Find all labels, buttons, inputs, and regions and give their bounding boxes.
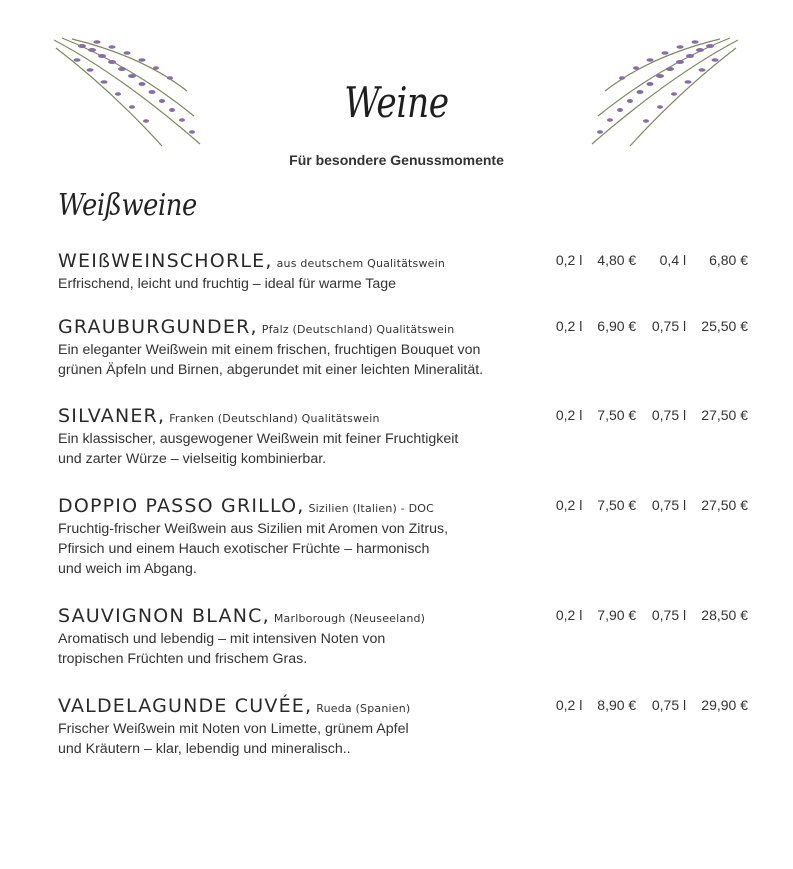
page-title: Weine xyxy=(344,78,449,127)
item-name: SAUVIGNON BLANC, xyxy=(58,605,270,627)
volume-1: 0,2 l xyxy=(555,497,583,513)
menu-item xyxy=(58,605,748,669)
item-prices xyxy=(546,318,748,334)
item-description: Aromatisch und lebendig – mit intensiven Noten von tropischen Früchten und frischem Gras. xyxy=(58,631,386,667)
item-prices xyxy=(546,697,748,713)
volume-2: 0,75 l xyxy=(651,407,687,423)
menu-item xyxy=(58,316,748,380)
item-name: VALDELAGUNDE CUVÉE, xyxy=(58,695,313,717)
item-name: SILVANER, xyxy=(58,405,166,427)
volume-2: 0,75 l xyxy=(651,607,687,623)
item-name: GRAUBURGUNDER, xyxy=(58,316,258,338)
item-description: Ein klassischer, ausgewogener Weißwein mit feiner Fruchtigkeit und zarter Würze – vielseitig kombinierbar. xyxy=(58,431,459,467)
item-prices xyxy=(546,607,748,623)
volume-2: 0,75 l xyxy=(651,497,687,513)
price-1: 7,50 € xyxy=(597,497,637,513)
item-name: DOPPIO PASSO GRILLO, xyxy=(58,495,305,517)
menu-item xyxy=(58,405,748,469)
price-2: 6,80 € xyxy=(709,252,748,268)
menu-item xyxy=(58,695,748,759)
section-title: Weißweine xyxy=(58,188,197,223)
volume-2: 0,4 l xyxy=(659,252,687,268)
price-2: 25,50 € xyxy=(701,318,748,334)
item-origin: Sizilien (Italien) - DOC xyxy=(308,502,435,515)
item-origin: aus deutschem Qualitätswein xyxy=(276,257,446,270)
price-1: 8,90 € xyxy=(597,697,637,713)
volume-2: 0,75 l xyxy=(651,318,687,334)
item-description: Erfrischend, leicht und fruchtig – ideal für warme Tage xyxy=(58,276,397,292)
price-1: 7,90 € xyxy=(597,607,637,623)
menu-item xyxy=(58,250,748,294)
volume-1: 0,2 l xyxy=(555,318,583,334)
item-prices xyxy=(546,407,748,423)
price-1: 7,50 € xyxy=(597,407,637,423)
price-2: 28,50 € xyxy=(701,607,748,623)
volume-1: 0,2 l xyxy=(555,607,583,623)
price-2: 27,50 € xyxy=(701,497,748,513)
item-prices xyxy=(546,497,748,513)
item-description: Fruchtig-frischer Weißwein aus Sizilien mit Aromen von Zitrus, Pfirsich und einem Hauch exotischer Früchte – harmonisch und weich im Abgang. xyxy=(58,521,449,577)
price-2: 27,50 € xyxy=(701,407,748,423)
item-origin: Pfalz (Deutschland) Qualitätswein xyxy=(261,323,455,336)
item-origin: Marlborough (Neuseeland) xyxy=(273,612,426,625)
volume-1: 0,2 l xyxy=(555,407,583,423)
price-1: 4,80 € xyxy=(597,252,637,268)
price-2: 29,90 € xyxy=(701,697,748,713)
item-prices xyxy=(546,252,748,268)
menu-item xyxy=(58,495,748,579)
volume-1: 0,2 l xyxy=(555,697,583,713)
page-subtitle: Für besondere Genussmomente xyxy=(289,152,504,168)
item-origin: Franken (Deutschland) Qualitätswein xyxy=(169,412,380,425)
price-1: 6,90 € xyxy=(597,318,637,334)
item-origin: Rueda (Spanien) xyxy=(316,702,411,715)
volume-2: 0,75 l xyxy=(651,697,687,713)
item-description: Frischer Weißwein mit Noten von Limette, grünem Apfel und Kräutern – klar, lebendig und mineralisch.. xyxy=(58,721,409,757)
item-name: WEIßWEINSCHORLE, xyxy=(58,250,273,272)
item-description: Ein eleganter Weißwein mit einem frischen, fruchtigen Bouquet von grünen Äpfeln und Birnen, abgerundet mit einer leichten Mineralität. xyxy=(58,342,484,378)
volume-1: 0,2 l xyxy=(555,252,583,268)
